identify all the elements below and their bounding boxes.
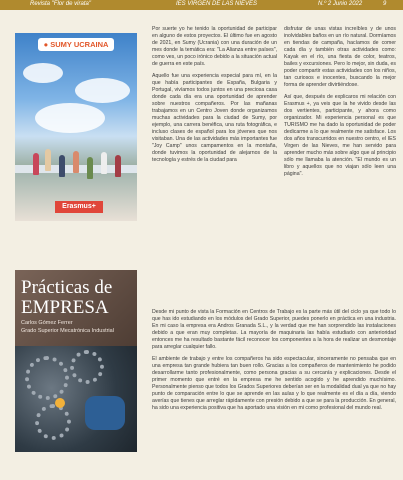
location-pin-icon: ● [43,40,51,49]
gear-icon [25,356,69,400]
article2-body [152,309,396,417]
course-name: Grado Superior Mecatrónica Industrial [21,328,114,334]
cloud-shape [75,78,130,103]
ground-shape [15,173,137,221]
glove-shape [85,396,125,430]
gear-icon [35,404,71,440]
article1-column2 [284,26,396,183]
paragraph: Por suerte yo he tenido la oportunidad de participar en alguno de estos proyectos. El último fue en agosto de 2021, en Sumy (Ucrania) con una duración de un mes donde la temática era: "La Alianza entre países", como ves, un poco irónico debido a la situación actual de guerra en este país. [152,26,277,67]
article1-column1 [152,26,277,169]
page-header [0,0,403,10]
cloud-shape [23,63,63,83]
erasmus-photo [15,33,137,221]
paragraph: disfrutar de unas vistas increíbles y de unos inolvidables baños en un río natural. Dormíamos en tiendas de campaña, hacíamos de comer cada día y también otras actividades como: Kayak en el río, una fiesta de color, teatros, bailes y excursiones. Pero lo mejor, sin duda, es poder compartir estas actividades con los niños, tan curiosos e inocentes, buscando la mejor forma de aprender divirtiéndose. [284,26,396,88]
cloud-shape [35,103,105,133]
erasmus-logo: Erasmus+ [55,201,103,213]
person-figure [59,155,65,177]
school-name: IES VIRGEN DE LAS NIEVES [176,1,258,7]
paragraph: Así que, después de explicaros mi relación con Erasmus +, ya veis que la he vivido desde las dos vertientes, participante, y ahora como organizador. Mi experiencia personal es que TURISMO me ha dado la oportunidad de poder dedicarme a lo que realmente me satisface. Los dos años transcurridos en nuestro centro, el IES Virgen de las Nieves, me han servido para aprender mucho más sobre algo que al principio sólo me llamaba la atención. "El mundo es un libro y aquellos que no viajan sólo leen una página". [284,94,396,177]
panel-title: Prácticas de EMPRESA [21,277,113,318]
author-name: Carlos Gómez Ferrer [21,320,73,326]
paragraph: Aquello fue una experiencia especial para mí, en la que había participantes de España, Bulgaria y Portugal, vivíamos todos juntos en una preciosa casa donde cada día era una oportunidad de aprender sobre nuestros compañeros. Por las mañanas trabajamos en un Centro Joven donde organizamos muchas actividades para la ciudad de Sumy, por ejemplo, una carrera benéfica, una ruta fotográfica, e incluso clases de español para los jóvenes que nos visitaban. Una de las actividades más importantes fue "Joy Camp" unos campamentos en la montaña, donde tuvimos la oportunidad de alejarnos de la tecnología y estrés de la ciudad para [152,73,277,163]
location-badge: ● SUMY UCRAINA [38,38,114,51]
paragraph: Desde mi punto de vista la Formación en Centros de Trabajo es la parte más útil del ciclo ya que todo lo que has ido estudiando en los módulos del Grado Superior, puedes ponerlo en práctica en una industria. En mi caso la empresa era Andros Granada S.L., y la verdad que me han sorprendido las instalaciones debido a que eran muy completas. La mayoría de maquinaria las había estudiado con anterioridad entonces me ha resultado bastante fácil reconocer los componentes a la hora de realizar un desmontaje para arreglar cualquier fallo. [152,309,396,350]
person-figure [45,149,51,171]
machinery-photo [15,346,137,452]
person-figure [115,155,121,177]
spark-shape [55,398,65,408]
panel-title-area [15,270,137,346]
person-figure [73,151,79,173]
issue-date: N.º 2 Junio 2022 [318,1,363,7]
paragraph: El ambiente de trabajo y entre los compañeros ha sido espectacular, sinceramente no pensaba que en una empresa tan grande hubiera tan buen rollo. Gracias a los compañeros de mantenimiento he podido desarrollarme tanto profesionalmente, como persona gracias a su cercanía y explicaciones. Desde el primer momento que entré en la empresa me he sentido acogido y he aprendido muchísimo. Personalmente pienso que todos los Grados Superiores deberían ser en la modalidad dual ya que no hay punto de comparación entre lo que se aprende en las aulas y lo que realmente es el día a día, viendo averías que tienes que arreglar rápidamente con presión debido a que se para la producción. En general, ha sido una experiencia positiva que ha aportado una visión en mi como profesional del mundo real. [152,356,396,411]
practicas-panel [15,270,137,452]
person-figure [87,157,93,179]
magazine-name: Revista "Flor de virata" [30,1,91,7]
person-figure [101,152,107,174]
page-number: 9 [383,1,387,7]
gear-icon [70,350,104,384]
person-figure [33,153,39,175]
